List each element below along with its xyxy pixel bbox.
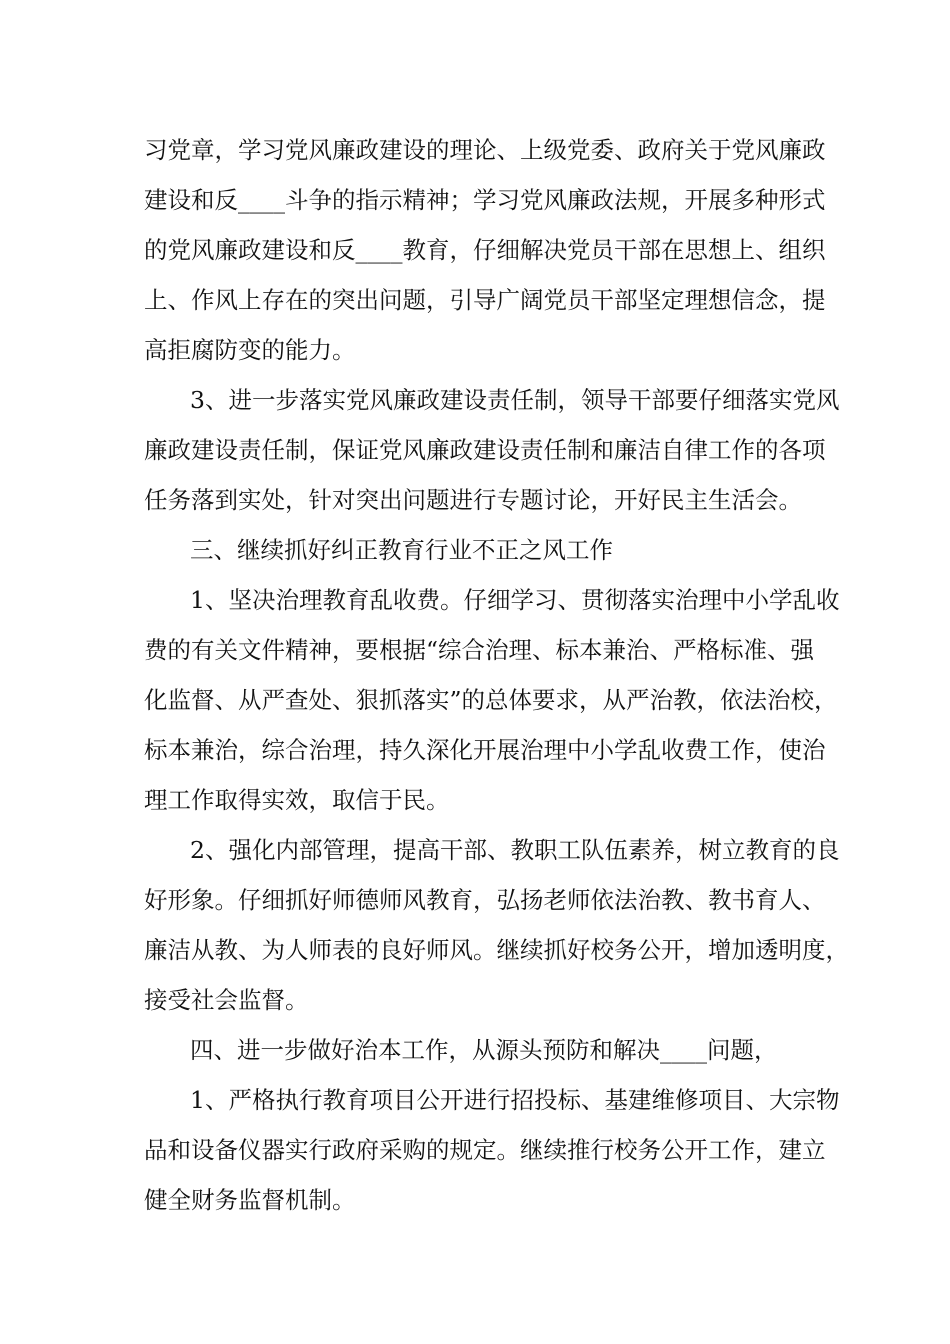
text-line bbox=[0, 380, 950, 420]
text-line bbox=[0, 680, 950, 720]
line-text: 建设和反____斗争的指示精神；学习党风廉政法规，开展多种形式 bbox=[144, 186, 826, 214]
line-text: 2、强化内部管理，提高干部、教职工队伍素养，树立教育的良 bbox=[190, 836, 840, 864]
text-line bbox=[0, 580, 950, 620]
line-text: 任务落到实处，针对突出问题进行专题讨论，开好民主生活会。 bbox=[144, 486, 802, 514]
line-text: 廉洁从教、为人师表的良好师风。继续抓好校务公开，增加透明度， bbox=[144, 936, 849, 964]
text-line bbox=[0, 880, 950, 920]
line-text: 1、坚决治理教育乱收费。仔细学习、贯彻落实治理中小学乱收 bbox=[190, 586, 840, 614]
line-text: 品和设备仪器实行政府采购的规定。继续推行校务公开工作，建立 bbox=[144, 1136, 826, 1164]
text-line bbox=[0, 1130, 950, 1170]
line-text: 化监督、从严查处、狠抓落实”的总体要求，从严治教，依法治校， bbox=[144, 686, 838, 714]
line-text: 费的有关文件精神，要根据“综合治理、标本兼治、严格标准、强 bbox=[144, 636, 815, 664]
text-line bbox=[0, 980, 950, 1020]
line-text: 习党章，学习党风廉政建设的理论、上级党委、政府关于党风廉政 bbox=[144, 136, 826, 164]
text-line bbox=[0, 130, 950, 170]
text-line bbox=[0, 780, 950, 820]
text-line bbox=[0, 180, 950, 220]
text-line bbox=[0, 530, 950, 570]
text-line bbox=[0, 230, 950, 270]
line-text: 标本兼治，综合治理，持久深化开展治理中小学乱收费工作，使治 bbox=[144, 736, 826, 764]
line-text: 高拒腐防变的能力。 bbox=[144, 336, 356, 364]
text-line bbox=[0, 430, 950, 470]
line-text: 健全财务监督机制。 bbox=[144, 1186, 356, 1214]
text-line bbox=[0, 480, 950, 520]
line-text: 的党风廉政建设和反____教育，仔细解决党员干部在思想上、组织 bbox=[144, 236, 826, 264]
text-line bbox=[0, 1080, 950, 1120]
text-line bbox=[0, 330, 950, 370]
line-text: 3、进一步落实党风廉政建设责任制，领导干部要仔细落实党风 bbox=[190, 386, 840, 414]
line-text: 好形象。仔细抓好师德师风教育，弘扬老师依法治教、教书育人、 bbox=[144, 886, 826, 914]
line-text: 上、作风上存在的突出问题，引导广阔党员干部坚定理想信念，提 bbox=[144, 286, 826, 314]
text-line bbox=[0, 630, 950, 670]
text-line bbox=[0, 1180, 950, 1220]
line-text: 1、严格执行教育项目公开进行招投标、基建维修项目、大宗物 bbox=[190, 1086, 840, 1114]
text-line bbox=[0, 930, 950, 970]
text-line bbox=[0, 830, 950, 870]
line-text: 理工作取得实效，取信于民。 bbox=[144, 786, 450, 814]
section-heading: 三、继续抓好纠正教育行业不正之风工作 bbox=[190, 536, 613, 564]
text-line bbox=[0, 730, 950, 770]
line-text: 接受社会监督。 bbox=[144, 986, 309, 1014]
text-line bbox=[0, 280, 950, 320]
line-text: 廉政建设责任制，保证党风廉政建设责任制和廉洁自律工作的各项 bbox=[144, 436, 826, 464]
text-line bbox=[0, 1030, 950, 1070]
section-heading: 四、进一步做好治本工作，从源头预防和解决____问题， bbox=[190, 1036, 778, 1064]
